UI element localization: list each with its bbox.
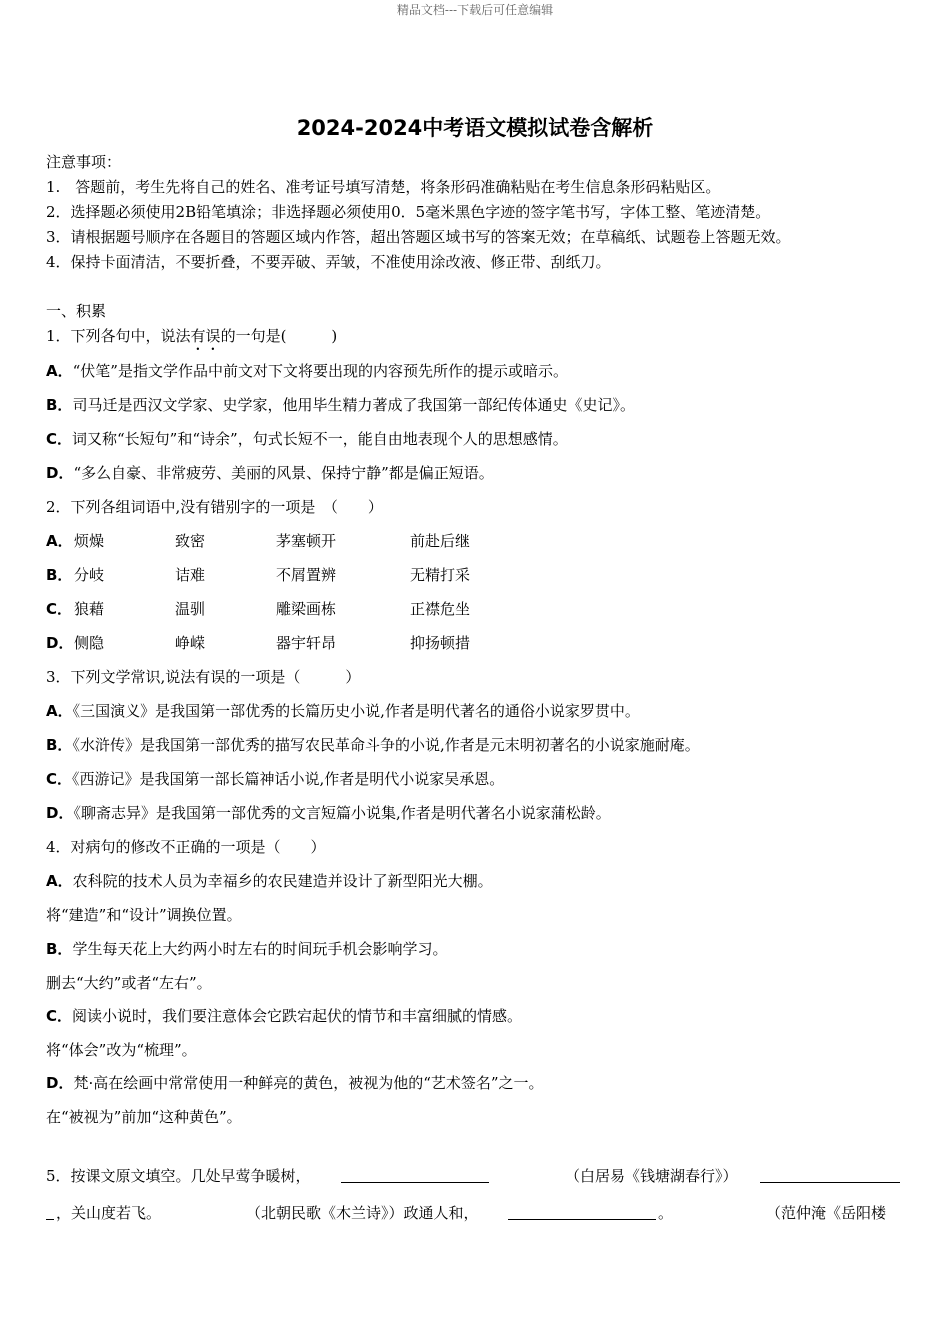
source-note: （范仲淹《岳阳楼 bbox=[766, 1204, 887, 1222]
stem-emphasis: 有误 bbox=[190, 327, 221, 345]
option-label: A． bbox=[46, 532, 73, 550]
option-text: 梵·高在绘画中常常使用一种鲜亮的黄色，被视为他的“艺术签名”之一。 bbox=[73, 1074, 544, 1092]
question-4-option-b bbox=[46, 939, 447, 959]
source-note: （白居易《钱塘湖春行》） bbox=[565, 1167, 738, 1185]
option-label: A． bbox=[46, 362, 73, 380]
word: 诘难 bbox=[175, 566, 206, 584]
word: 烦燥 bbox=[74, 532, 105, 550]
notice-heading: 注意事项： bbox=[46, 153, 122, 171]
word: 前赴后继 bbox=[410, 532, 471, 550]
question-4-option-a bbox=[46, 871, 493, 891]
page-title: 2024-2024中考语文模拟试卷含解析 bbox=[296, 116, 654, 140]
option-label: A． bbox=[46, 872, 73, 890]
question-1-stem bbox=[46, 326, 337, 354]
option-text: “伏笔”是指文学作品中前文对下文将要出现的内容预先所作的提示或暗示。 bbox=[72, 362, 568, 380]
option-text: 阅读小说时，我们要注意体会它跌宕起伏的情节和丰富细腻的情感。 bbox=[72, 1007, 523, 1025]
section-heading: 一、积累 bbox=[46, 302, 107, 320]
word: 茅塞顿开 bbox=[276, 532, 337, 550]
word: 分岐 bbox=[74, 566, 105, 584]
option-text: 《聊斋志异》是我国第一部优秀的文言短篇小说集,作者是明代著名小说家蒲松龄。 bbox=[73, 804, 611, 822]
stem-text: 1．下列各句中，说法 bbox=[46, 327, 191, 345]
question-1-option-a bbox=[46, 361, 568, 381]
option-text: “多么自豪、非常疲劳、美丽的风景、保持宁静”都是偏正短语。 bbox=[73, 464, 494, 482]
option-label: C． bbox=[46, 430, 73, 448]
question-1-option-c bbox=[46, 429, 568, 449]
word: 抑扬顿措 bbox=[410, 634, 471, 652]
question-1-option-b bbox=[46, 395, 635, 415]
option-label: B． bbox=[46, 736, 73, 754]
option-fix: 在“被视为”前加“这种黄色”。 bbox=[46, 1108, 242, 1126]
question-3-option-d bbox=[46, 803, 611, 823]
word: 狼藉 bbox=[74, 600, 105, 618]
option-label: D． bbox=[46, 804, 74, 822]
question-3-stem: 3．下列文学常识,说法有误的一项是（ ） bbox=[46, 668, 361, 686]
option-label: D． bbox=[46, 634, 74, 652]
option-label: B． bbox=[46, 396, 73, 414]
option-label: B． bbox=[46, 940, 73, 958]
notice-item: 4．保持卡面清洁，不要折叠，不要弄破、弄皱，不准使用涂改液、修正带、刮纸刀。 bbox=[46, 253, 611, 271]
notice-item: 3．请根据题号顺序在各题目的答题区域内作答，超出答题区域书写的答案无效；在草稿纸、试题卷上答题无效。 bbox=[46, 228, 791, 246]
poem-line: ，关山度若飞。 bbox=[56, 1204, 162, 1222]
option-label: C． bbox=[46, 770, 73, 788]
fill-blank[interactable] bbox=[46, 1203, 54, 1220]
word: 侧隐 bbox=[74, 634, 105, 652]
word: 器宇轩昂 bbox=[276, 634, 337, 652]
question-3-option-a bbox=[46, 701, 640, 721]
word: 峥嵘 bbox=[175, 634, 206, 652]
option-text: 词又称“长短句”和“诗余”，句式长短不一，能自由地表现个人的思想感情。 bbox=[72, 430, 568, 448]
option-label: C． bbox=[46, 600, 73, 618]
option-text: 《水浒传》是我国第一部优秀的描写农民革命斗争的小说,作者是元末明初著名的小说家施耐庵。 bbox=[72, 736, 700, 754]
fill-blank[interactable] bbox=[508, 1203, 656, 1220]
page-header: 精品文档---下载后可任意编辑 bbox=[396, 3, 554, 17]
option-label: A． bbox=[46, 702, 73, 720]
notice-item: 2．选择题必须使用2B铅笔填涂；非选择题必须使用0．5毫米黑色字迹的签字笔书写，字体工整、笔迹清楚。 bbox=[46, 203, 771, 221]
option-label: B． bbox=[46, 566, 73, 584]
option-text: 《三国演义》是我国第一部优秀的长篇历史小说,作者是明代著名的通俗小说家罗贯中。 bbox=[72, 702, 640, 720]
punctuation: 。 bbox=[658, 1204, 674, 1222]
question-1-option-d bbox=[46, 463, 494, 483]
option-text: 农科院的技术人员为幸福乡的农民建造并设计了新型阳光大棚。 bbox=[72, 872, 493, 890]
word: 无精打采 bbox=[410, 566, 471, 584]
question-4-option-d bbox=[46, 1073, 544, 1093]
option-text: 司马迁是西汉文学家、史学家，他用毕生精力著成了我国第一部纪传体通史《史记》。 bbox=[72, 396, 635, 414]
word: 温驯 bbox=[175, 600, 206, 618]
word: 致密 bbox=[175, 532, 206, 550]
option-fix: 删去“大约”或者“左右”。 bbox=[46, 974, 212, 992]
option-text: 《西游记》是我国第一部长篇神话小说,作者是明代小说家吴承恩。 bbox=[72, 770, 505, 788]
option-label: C． bbox=[46, 1007, 73, 1025]
question-4-stem: 4．对病句的修改不正确的一项是（ ） bbox=[46, 838, 326, 856]
fill-blank[interactable] bbox=[760, 1166, 900, 1183]
question-2-stem: 2．下列各组词语中,没有错别字的一项是 （ ） bbox=[46, 498, 383, 516]
question-4-option-c bbox=[46, 1006, 522, 1026]
word: 正襟危坐 bbox=[410, 600, 471, 618]
option-fix: 将“建造”和“设计”调换位置。 bbox=[46, 906, 242, 924]
option-label: D． bbox=[46, 464, 74, 482]
question-3-option-c bbox=[46, 769, 504, 789]
word: 雕梁画栋 bbox=[276, 600, 337, 618]
question-3-option-b bbox=[46, 735, 700, 755]
stem-text: 的一句是( ) bbox=[220, 327, 338, 345]
option-fix: 将“体会”改为“梳理”。 bbox=[46, 1041, 197, 1059]
source-note: （北朝民歌《木兰诗》）政通人和， bbox=[246, 1204, 479, 1222]
question-5-stem: 5．按课文原文填空。几处早莺争暖树， bbox=[46, 1167, 311, 1185]
option-text: 学生每天花上大约两小时左右的时间玩手机会影响学习。 bbox=[72, 940, 448, 958]
notice-item: 1. 答题前，考生先将自己的姓名、准考证号填写清楚，将条形码准确粘贴在考生信息条形码粘贴区。 bbox=[46, 178, 721, 196]
fill-blank[interactable] bbox=[341, 1166, 489, 1183]
option-label: D． bbox=[46, 1074, 74, 1092]
word: 不屑置辨 bbox=[276, 566, 337, 584]
